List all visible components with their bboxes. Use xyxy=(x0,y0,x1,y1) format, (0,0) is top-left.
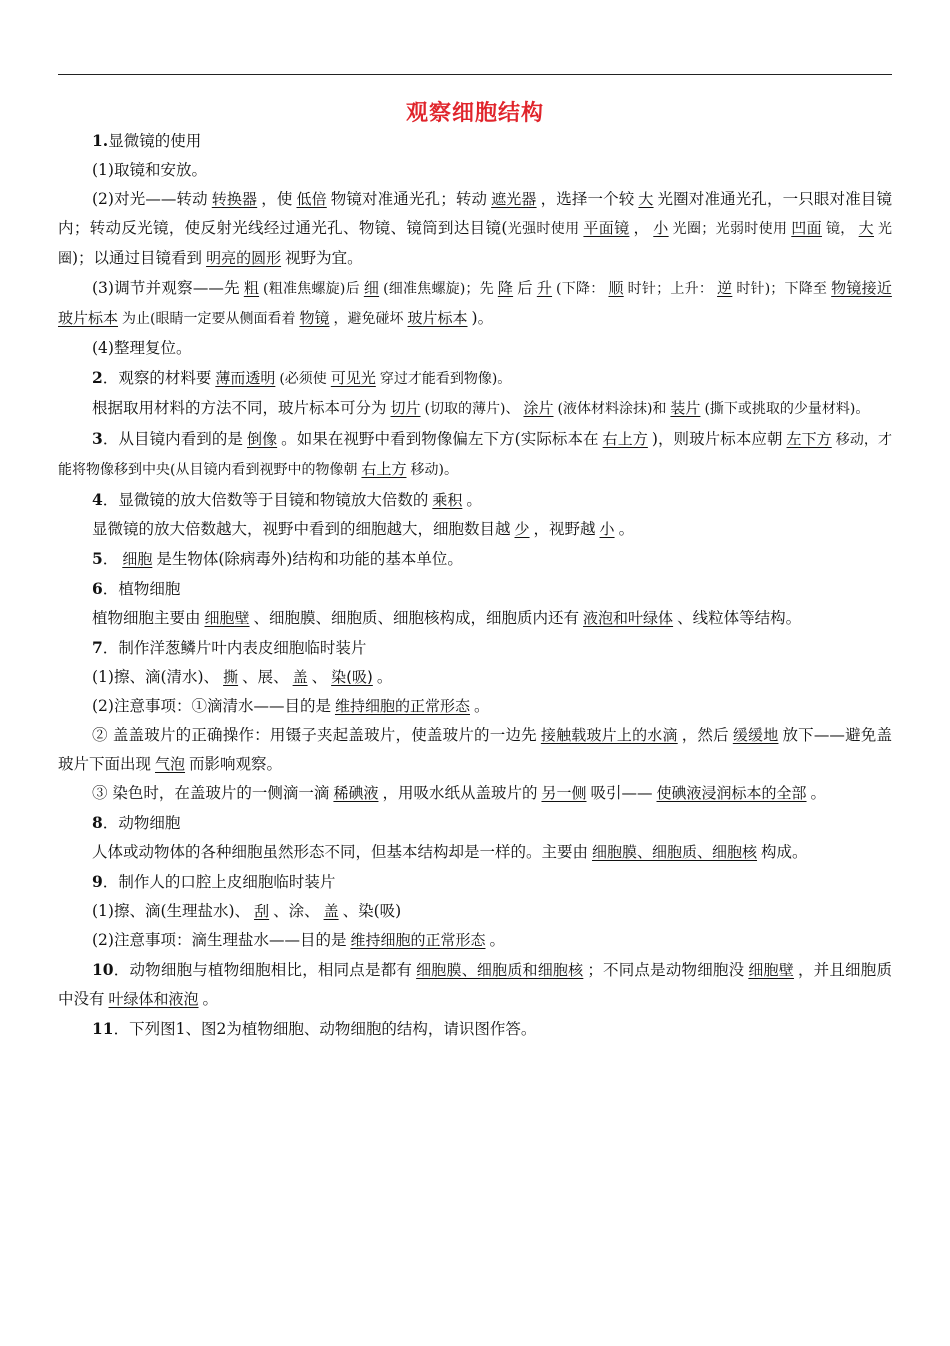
blank: 少 xyxy=(514,520,530,538)
blank: 染(吸) xyxy=(331,668,373,686)
blank: 细胞膜、细胞质和细胞核 xyxy=(416,961,584,979)
q9-heading: 9．制作人的口腔上皮细胞临时装片 xyxy=(92,872,336,891)
blank: 盖 xyxy=(292,668,308,686)
q1-step3: (3)调节并观察——先 粗 (粗准焦螺旋)后 细 (细准焦螺旋)；先 降 后 升 (下降： 顺 时针；上升： 逆 时针)；下降至 物镜接近玻片标本 为止(眼睛一定要从侧面看着 物镜 ，避免碰坏 玻片标本 )。 xyxy=(58,279,892,327)
q1-step1: (1)取镜和安放。 xyxy=(92,161,207,179)
q8: 人体或动物体的各种细胞虽然形态不同，但基本结构却是一样的。主要由 细胞膜、细胞质、细胞核 构成。 xyxy=(92,843,808,861)
blank: 右上方 xyxy=(361,460,407,478)
blank: 平面镜 xyxy=(583,219,630,237)
blank: 涂片 xyxy=(523,399,554,417)
blank: 维持细胞的正常形态 xyxy=(350,931,486,949)
q10: 10．动物细胞与植物细胞相比，相同点是都有 细胞膜、细胞质和细胞核 ；不同点是动物细胞没 细胞壁 ，并且细胞质中没有 叶绿体和液泡 。 xyxy=(58,960,892,1008)
q8-heading: 8．动物细胞 xyxy=(92,813,181,832)
document-body xyxy=(58,126,892,1044)
blank: 玻片标本 xyxy=(407,309,468,327)
blank: 降 xyxy=(497,279,514,297)
blank: 逆 xyxy=(717,279,733,297)
blank: 细 xyxy=(363,279,380,297)
blank: 低倍 xyxy=(296,190,327,208)
blank: 粗 xyxy=(243,279,260,297)
blank: 凹面 xyxy=(791,219,822,237)
header-rule xyxy=(58,74,892,75)
blank: 刮 xyxy=(254,902,270,920)
q1-step2: (2)对光——转动 转换器 ，使 低倍 物镜对准通光孔；转动 遮光器 ，选择一个较 大 光圈对准通光孔，一只眼对准目镜内；转动反光镜，使反射光线经过通光孔、物镜、镜筒到达目镜(光强时使用 平面镜 ， 小 光圈；光弱时使用 凹面 镜， 大 光圈)；以通过目镜看到 明亮的圆形 视野为宜。 xyxy=(58,190,892,267)
blank: 细胞 xyxy=(122,550,153,568)
q11: 11．下列图1、图2为植物细胞、动物细胞的结构，请识图作答。 xyxy=(92,1019,537,1038)
blank: 细胞壁 xyxy=(748,961,794,979)
blank: 转换器 xyxy=(211,190,258,208)
blank: 稀碘液 xyxy=(333,784,379,802)
blank: 乘积 xyxy=(432,491,463,509)
blank: 缓缓地 xyxy=(732,726,779,744)
blank: 明亮的圆形 xyxy=(206,249,282,267)
q7-step2: (2)注意事项：①滴清水——目的是 维持细胞的正常形态 。 xyxy=(92,697,490,715)
blank: 另一侧 xyxy=(541,784,587,802)
blank: 叶绿体和液泡 xyxy=(108,990,199,1008)
q1-heading: 1.显微镜的使用 xyxy=(92,131,202,150)
q7-heading: 7．制作洋葱鳞片叶内表皮细胞临时装片 xyxy=(92,638,367,657)
q1-step4: (4)整理复位。 xyxy=(92,339,192,357)
q3: 3．从目镜内看到的是 倒像 。如果在视野中看到物像偏左下方(实际标本在 右上方 )，则玻片标本应朝 左下方 移动，才能将物像移到中央(从目镜内看到视野中的物像朝 右上方 移动)。 xyxy=(58,429,892,478)
blank: 接触载玻片上的水滴 xyxy=(540,726,678,744)
q5: 5． 细胞 是生物体(除病毒外)结构和功能的基本单位。 xyxy=(92,549,463,568)
q2: 2．观察的材料要 薄而透明 (必须使 可见光 穿过才能看到物像)。 xyxy=(92,368,512,387)
blank: 撕 xyxy=(223,668,239,686)
q7-step1: (1)擦、滴(清水)、 撕 、展、 盖 、 染(吸) 。 xyxy=(92,668,393,686)
blank: 遮光器 xyxy=(491,190,537,208)
blank: 维持细胞的正常形态 xyxy=(334,697,470,715)
blank: 切片 xyxy=(390,399,421,417)
q9-step1: (1)擦、滴(生理盐水)、 刮 、涂、 盖 、染(吸) xyxy=(92,902,402,920)
q7-step3: ② 盖盖玻片的正确操作：用镊子夹起盖玻片，使盖玻片的一边先 接触载玻片上的水滴 ，然后 缓缓地 放下——避免盖玻片下面出现 气泡 而影响观察。 xyxy=(58,726,892,773)
blank: 使碘液浸润标本的全部 xyxy=(656,784,807,802)
q4-b: 显微镜的放大倍数越大，视野中看到的细胞越大，细胞数目越 少 ，视野越 小 。 xyxy=(92,520,635,538)
page-title: 观察细胞结构 xyxy=(405,101,544,126)
blank: 细胞膜、细胞质、细胞核 xyxy=(592,843,758,861)
blank: 小 xyxy=(599,520,615,538)
blank: 装片 xyxy=(670,399,701,417)
blank: 大 xyxy=(638,190,654,208)
q4: 4．显微镜的放大倍数等于目镜和物镜放大倍数的 乘积 。 xyxy=(92,490,482,509)
blank: 细胞壁 xyxy=(204,609,250,627)
q2-types: 根据取用材料的方法不同，玻片标本可分为 切片 (切取的薄片)、 涂片 (液体材料涂抹)和 装片 (撕下或挑取的少量材料)。 xyxy=(92,399,870,417)
q6: 植物细胞主要由 细胞壁 、细胞膜、细胞质、细胞核构成，细胞质内还有 液泡和叶绿体 、线粒体等结构。 xyxy=(92,609,802,627)
blank: 小 xyxy=(653,219,669,237)
q6-heading: 6．植物细胞 xyxy=(92,579,181,598)
blank: 气泡 xyxy=(155,755,186,773)
blank: 薄而透明 xyxy=(215,369,276,387)
blank: 物镜接近玻片标本 xyxy=(58,279,892,327)
blank: 升 xyxy=(536,279,553,297)
blank: 物镜 xyxy=(299,309,330,327)
blank: 大 xyxy=(858,219,874,237)
q9-step2: (2)注意事项：滴生理盐水——目的是 维持细胞的正常形态 。 xyxy=(92,931,505,949)
q7-step4: ③ 染色时，在盖玻片的一侧滴一滴 稀碘液 ，用吸水纸从盖玻片的 另一侧 吸引—— 使碘液浸润标本的全部 。 xyxy=(92,784,827,802)
blank: 可见光 xyxy=(330,369,376,387)
blank: 左下方 xyxy=(786,430,832,448)
blank: 顺 xyxy=(608,279,624,297)
blank: 右上方 xyxy=(602,430,648,448)
blank: 倒像 xyxy=(247,430,278,448)
blank: 液泡和叶绿体 xyxy=(583,609,674,627)
blank: 盖 xyxy=(323,902,339,920)
